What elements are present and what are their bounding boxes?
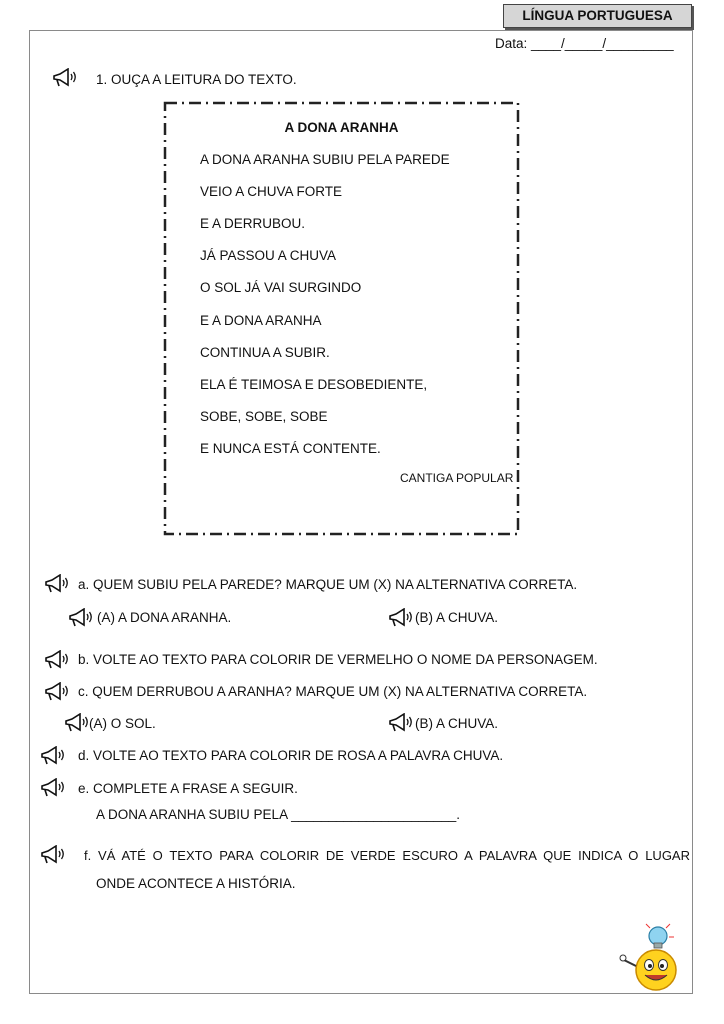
question-a-option-b[interactable]: (B) A CHUVA. [415, 610, 499, 625]
speaker-icon [40, 778, 66, 798]
question-c: c. QUEM DERRUBOU A ARANHA? MARQUE UM (X) NA ALTERNATIVA CORRETA. [78, 684, 588, 699]
poem-line: A DONA ARANHA SUBIU PELA PAREDE [200, 152, 450, 167]
poem-line: E A DERRUBOU. [200, 216, 306, 231]
subject-tab: LÍNGUA PORTUGUESA [503, 4, 692, 28]
poem-line: CONTINUA A SUBIR. [200, 345, 330, 360]
speaker-icon [40, 746, 66, 766]
question-f-line1: f. VÁ ATÉ O TEXTO PARA COLORIR DE VERDE ESCURO A PALAVRA QUE INDICA O LUGAR [84, 848, 690, 863]
poem-line: E A DONA ARANHA [200, 313, 322, 328]
poem-title: A DONA ARANHA [284, 120, 399, 135]
question-e: e. COMPLETE A FRASE A SEGUIR. [78, 781, 298, 796]
date-field: Data: ____/_____/_________ [495, 36, 674, 51]
question-f-line2: ONDE ACONTECE A HISTÓRIA. [96, 876, 296, 891]
poem-source: CANTIGA POPULAR [400, 471, 514, 485]
speaker-icon [40, 845, 66, 865]
question-c-option-a[interactable]: (A) O SOL. [89, 716, 156, 731]
poem-line: ELA É TEIMOSA E DESOBEDIENTE, [200, 377, 428, 392]
poem-line: E NUNCA ESTÁ CONTENTE. [200, 441, 381, 456]
speaker-icon [388, 608, 414, 628]
question-e-sentence[interactable]: A DONA ARANHA SUBIU PELA ______________________. [96, 807, 461, 822]
poem-line: O SOL JÁ VAI SURGINDO [200, 280, 362, 295]
poem-line: JÁ PASSOU A CHUVA [200, 248, 337, 263]
speaker-icon [388, 713, 414, 733]
question-b: b. VOLTE AO TEXTO PARA COLORIR DE VERMELHO O NOME DA PERSONAGEM. [78, 652, 598, 667]
question-a-option-a[interactable]: (A) A DONA ARANHA. [97, 610, 232, 625]
question-d: d. VOLTE AO TEXTO PARA COLORIR DE ROSA A PALAVRA CHUVA. [78, 748, 504, 763]
speaker-icon [44, 574, 70, 594]
speaker-icon [68, 608, 94, 628]
smiley-lightbulb-icon [614, 922, 686, 994]
poem-line: VEIO A CHUVA FORTE [200, 184, 343, 199]
poem-line: SOBE, SOBE, SOBE [200, 409, 328, 424]
speaker-icon [52, 68, 78, 88]
instruction-1: 1. OUÇA A LEITURA DO TEXTO. [96, 72, 297, 87]
speaker-icon [44, 650, 70, 670]
speaker-icon [44, 682, 70, 702]
speaker-icon [64, 713, 90, 733]
question-c-option-b[interactable]: (B) A CHUVA. [415, 716, 499, 731]
question-a: a. QUEM SUBIU PELA PAREDE? MARQUE UM (X) NA ALTERNATIVA CORRETA. [78, 577, 578, 592]
